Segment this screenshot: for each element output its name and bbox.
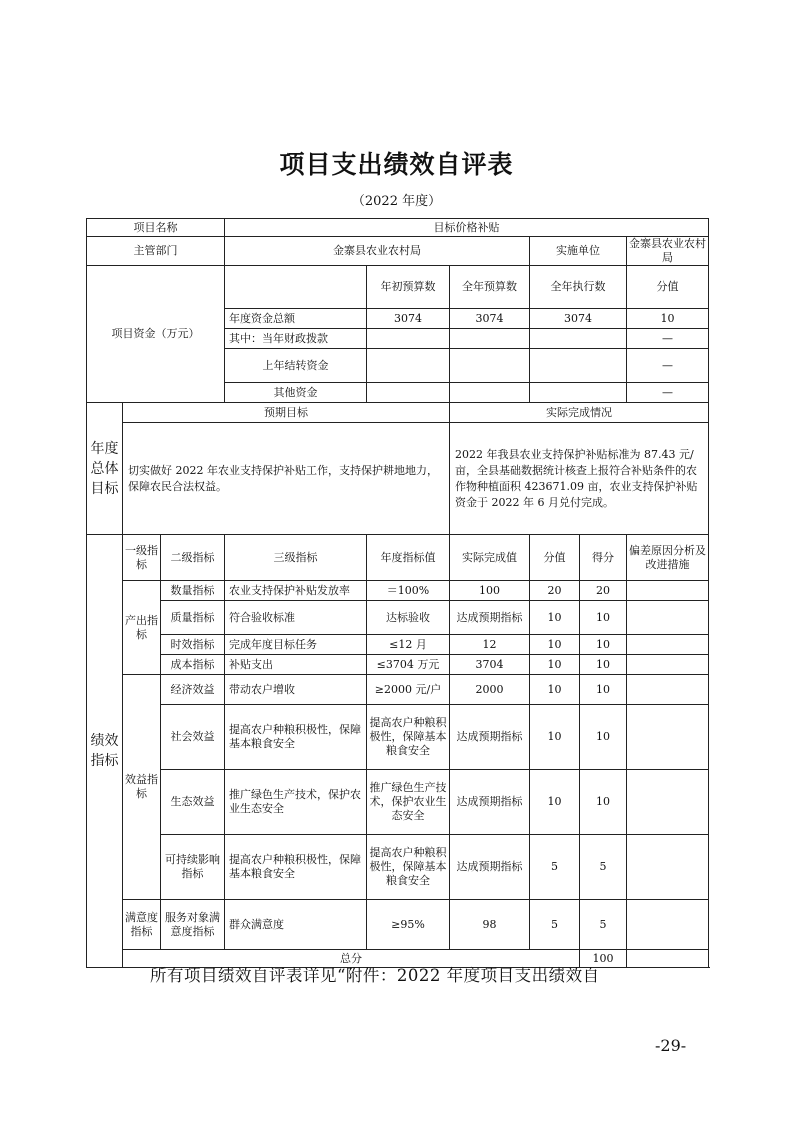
impl-value: 金寨县农业农村局 bbox=[627, 237, 709, 266]
ind-reason bbox=[627, 770, 709, 835]
ind-score: 10 bbox=[530, 601, 580, 635]
ind-header-l2: 二级指标 bbox=[161, 535, 225, 581]
dept-value: 金寨县农业农村局 bbox=[225, 237, 530, 266]
ind-reason bbox=[627, 581, 709, 601]
ind-got: 10 bbox=[580, 635, 627, 655]
ind-actual: 达成预期指标 bbox=[450, 601, 530, 635]
ind-got: 10 bbox=[580, 770, 627, 835]
ind-l2: 服务对象满意度指标 bbox=[161, 900, 225, 950]
goals-actual-text: 2022 年我县农业支持保护补贴标准为 87.43 元/亩，全县基础数据统计核查上报符合补贴条件的农作物种植面积 423671.09 亩，农业支持保护补贴资金于 2022 年 6 月兑付完成。 bbox=[450, 423, 709, 535]
ind-l3: 符合验收标准 bbox=[225, 601, 367, 635]
funds-cell: 3074 bbox=[530, 309, 627, 329]
ind-reason bbox=[627, 835, 709, 900]
ind-actual: 98 bbox=[450, 900, 530, 950]
year-subtitle: （2022 年度） bbox=[351, 194, 442, 209]
ind-target: 达标验收 bbox=[367, 601, 450, 635]
ind-l2: 质量指标 bbox=[161, 601, 225, 635]
total-blank bbox=[627, 950, 709, 968]
ind-target: ≤3704 万元 bbox=[367, 655, 450, 675]
ind-l3: 农业支持保护补贴发放率 bbox=[225, 581, 367, 601]
ind-header-target: 年度指标值 bbox=[367, 535, 450, 581]
funds-cell: — bbox=[627, 349, 709, 383]
ind-l2: 数量指标 bbox=[161, 581, 225, 601]
funds-cell: — bbox=[627, 329, 709, 349]
funds-cell: — bbox=[627, 383, 709, 403]
ind-reason bbox=[627, 601, 709, 635]
ind-target: 提高农户种粮积极性，保障基本粮食安全 bbox=[367, 705, 450, 770]
goals-expected-header: 预期目标 bbox=[123, 403, 450, 423]
ind-target: 推广绿色生产技术，保护农业生态安全 bbox=[367, 770, 450, 835]
indicators-label: 绩效指标 bbox=[87, 535, 123, 968]
ind-score: 10 bbox=[530, 635, 580, 655]
performance-table bbox=[86, 218, 709, 968]
ind-reason bbox=[627, 675, 709, 705]
ind-score: 10 bbox=[530, 705, 580, 770]
funds-header-blank bbox=[225, 266, 367, 309]
footer-paragraph: 所有项目绩效自评表详见“附件：2022 年度项目支出绩效自 bbox=[150, 966, 600, 985]
ind-actual: 3704 bbox=[450, 655, 530, 675]
ind-actual: 达成预期指标 bbox=[450, 835, 530, 900]
funds-cell: 3074 bbox=[367, 309, 450, 329]
ind-l3: 提高农户种粮积极性，保障基本粮食安全 bbox=[225, 705, 367, 770]
ind-got: 20 bbox=[580, 581, 627, 601]
ind-actual: 12 bbox=[450, 635, 530, 655]
total-label: 总分 bbox=[123, 950, 580, 968]
ind-score: 5 bbox=[530, 900, 580, 950]
impl-label: 实施单位 bbox=[530, 237, 627, 266]
ind-l3: 群众满意度 bbox=[225, 900, 367, 950]
page-title: 项目支出绩效自评表 bbox=[279, 150, 514, 179]
ind-l3: 带动农户增收 bbox=[225, 675, 367, 705]
ind-header-l3: 三级指标 bbox=[225, 535, 367, 581]
ind-target: ＝100% bbox=[367, 581, 450, 601]
funds-cell bbox=[450, 349, 530, 383]
funds-header-full: 全年预算数 bbox=[450, 266, 530, 309]
ind-score: 10 bbox=[530, 675, 580, 705]
ind-l2: 社会效益 bbox=[161, 705, 225, 770]
funds-cell: 10 bbox=[627, 309, 709, 329]
ind-actual: 2000 bbox=[450, 675, 530, 705]
project-name-label: 项目名称 bbox=[87, 219, 225, 237]
ind-got: 5 bbox=[580, 835, 627, 900]
ind-score: 5 bbox=[530, 835, 580, 900]
ind-target: ≤12 月 bbox=[367, 635, 450, 655]
ind-header-actual: 实际完成值 bbox=[450, 535, 530, 581]
funds-header-exec: 全年执行数 bbox=[530, 266, 627, 309]
ind-target: 提高农户种粮积极性，保障基本粮食安全 bbox=[367, 835, 450, 900]
dept-label: 主管部门 bbox=[87, 237, 225, 266]
ind-reason bbox=[627, 635, 709, 655]
ind-l2: 经济效益 bbox=[161, 675, 225, 705]
funds-label: 项目资金（万元） bbox=[87, 266, 225, 403]
ind-header-reason: 偏差原因分析及改进措施 bbox=[627, 535, 709, 581]
ind-actual: 达成预期指标 bbox=[450, 770, 530, 835]
ind-group-output: 产出指标 bbox=[123, 581, 161, 675]
funds-cell bbox=[367, 329, 450, 349]
ind-got: 10 bbox=[580, 655, 627, 675]
ind-l2: 成本指标 bbox=[161, 655, 225, 675]
ind-reason bbox=[627, 655, 709, 675]
ind-target: ≥2000 元/户 bbox=[367, 675, 450, 705]
ind-header-l1: 一级指标 bbox=[123, 535, 161, 581]
ind-l2: 可持续影响指标 bbox=[161, 835, 225, 900]
funds-cell: 3074 bbox=[450, 309, 530, 329]
funds-cell bbox=[530, 329, 627, 349]
ind-l3: 补贴支出 bbox=[225, 655, 367, 675]
ind-l3: 提高农户种粮积极性，保障基本粮食安全 bbox=[225, 835, 367, 900]
goals-actual-header: 实际完成情况 bbox=[450, 403, 709, 423]
ind-got: 5 bbox=[580, 900, 627, 950]
funds-cell bbox=[530, 349, 627, 383]
ind-l2: 时效指标 bbox=[161, 635, 225, 655]
page-number: -29- bbox=[655, 1036, 687, 1055]
ind-group-benefit: 效益指标 bbox=[123, 675, 161, 900]
ind-score: 20 bbox=[530, 581, 580, 601]
funds-row-label: 上年结转资金 bbox=[225, 349, 367, 383]
ind-actual: 达成预期指标 bbox=[450, 705, 530, 770]
ind-got: 10 bbox=[580, 601, 627, 635]
funds-cell bbox=[367, 349, 450, 383]
funds-row-label: 年度资金总额 bbox=[225, 309, 367, 329]
funds-header-score: 分值 bbox=[627, 266, 709, 309]
ind-score: 10 bbox=[530, 770, 580, 835]
ind-reason bbox=[627, 900, 709, 950]
funds-header-initial: 年初预算数 bbox=[367, 266, 450, 309]
ind-got: 10 bbox=[580, 675, 627, 705]
ind-l3: 完成年度目标任务 bbox=[225, 635, 367, 655]
ind-target: ≥95% bbox=[367, 900, 450, 950]
ind-header-got: 得分 bbox=[580, 535, 627, 581]
funds-cell bbox=[530, 383, 627, 403]
ind-reason bbox=[627, 705, 709, 770]
goals-expected-text: 切实做好 2022 年农业支持保护补贴工作，支持保护耕地地力，保障农民合法权益。 bbox=[123, 423, 450, 535]
funds-cell bbox=[450, 383, 530, 403]
funds-row-label: 其中：当年财政拨款 bbox=[225, 329, 367, 349]
funds-cell bbox=[367, 383, 450, 403]
ind-header-score: 分值 bbox=[530, 535, 580, 581]
total-value: 100 bbox=[580, 950, 627, 968]
funds-row-label: 其他资金 bbox=[225, 383, 367, 403]
project-name-value: 目标价格补贴 bbox=[225, 219, 709, 237]
ind-actual: 100 bbox=[450, 581, 530, 601]
ind-group-satisfaction: 满意度指标 bbox=[123, 900, 161, 950]
ind-l2: 生态效益 bbox=[161, 770, 225, 835]
goals-label: 年度总体目标 bbox=[87, 403, 123, 535]
ind-got: 10 bbox=[580, 705, 627, 770]
ind-l3: 推广绿色生产技术，保护农业生态安全 bbox=[225, 770, 367, 835]
funds-cell bbox=[450, 329, 530, 349]
ind-score: 10 bbox=[530, 655, 580, 675]
